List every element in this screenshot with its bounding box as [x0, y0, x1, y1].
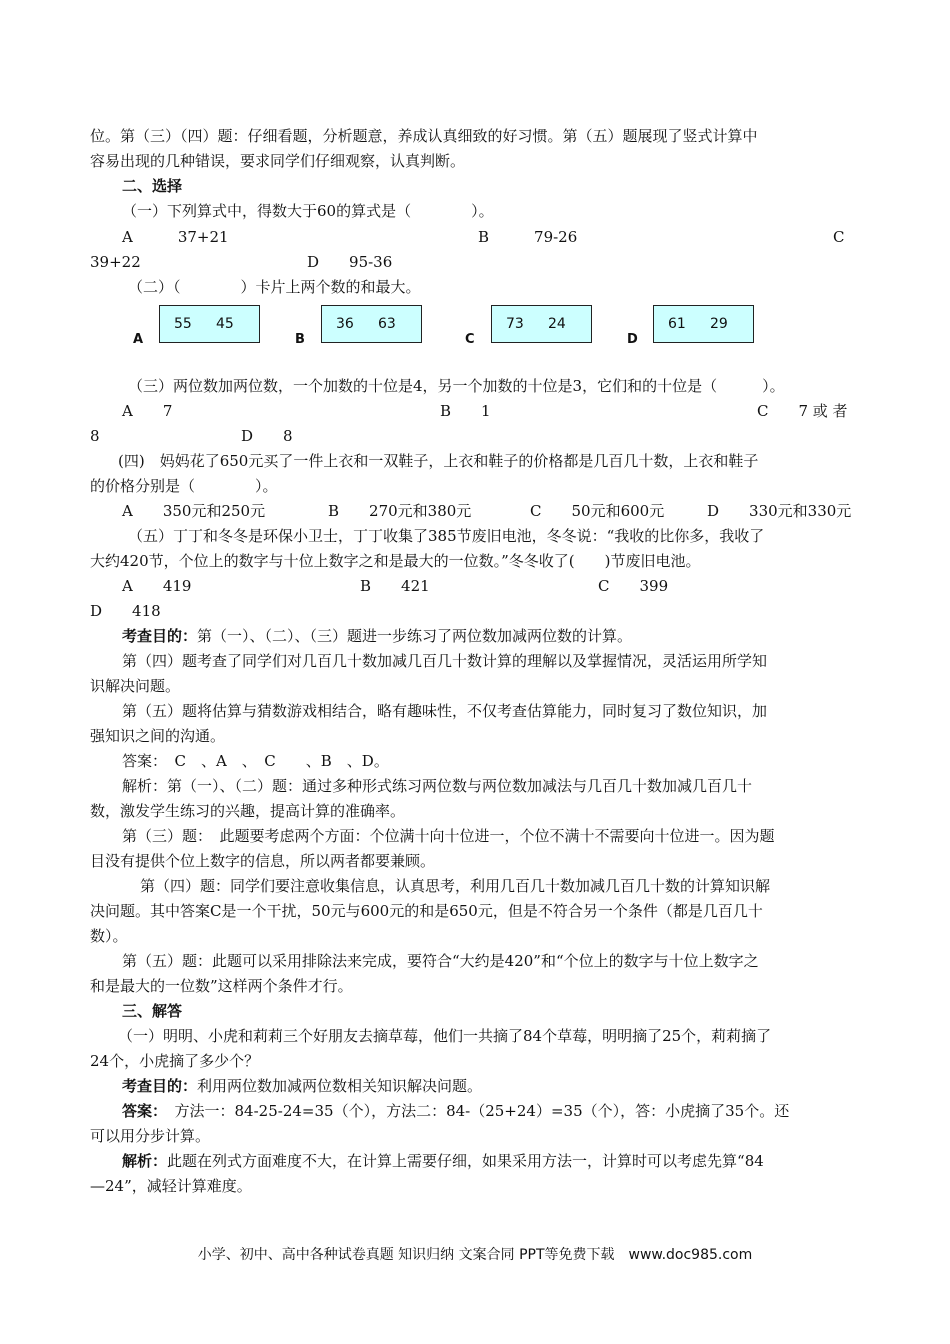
q1-option-c-value: 39+22: [90, 253, 141, 271]
analysis-line-3b: 决问题。其中答案C是一个干扰，50元与600元的和是650元，但是不符合另一个条件（都是几百几十: [90, 902, 763, 920]
q3-option-a: A 7: [122, 402, 173, 420]
card-a-number-2: 45: [216, 316, 234, 332]
q4-stem-2: 的价格分别是（ ）。: [90, 477, 278, 495]
intro-line-1: 位。第（三）（四）题：仔细看题，分析题意，养成认真细致的好习惯。第（五）题展现了竖式计算中: [90, 127, 758, 145]
card-a-label: A: [133, 332, 144, 347]
card-c: [491, 305, 592, 343]
q5-option-a: A 419: [122, 577, 192, 595]
card-b-label: B: [295, 332, 305, 347]
section3-heading: 三、解答: [122, 1002, 183, 1020]
s3-answer-text-a: 方法一：84-25-24=35（个），方法二：84-（25+24）=35（个），答：小虎摘了35个。还: [159, 1102, 790, 1120]
card-c-number-2: 24: [548, 316, 566, 332]
s3-q1-line-b: 24个，小虎摘了多少个？: [90, 1052, 260, 1070]
analysis-line-1a: 解析：第（一）、（二）题：通过多种形式练习两位数与两位数加减法与几百几十数加减几百几十: [122, 777, 753, 795]
purpose-line-3a: 第（五）题将估算与猜数游戏相结合，略有趣味性，不仅考查估算能力，同时复习了数位知识，加: [122, 702, 768, 720]
s3-analysis-text-a: 此题在列式方面难度不大，在计算上需要仔细，如果采用方法一，计算时可以考虑先算“84: [167, 1152, 764, 1170]
q5-option-b: B 421: [360, 577, 430, 595]
s3-purpose-text: 利用两位数加减两位数相关知识解决问题。: [197, 1077, 483, 1095]
q3-option-b: B 1: [440, 402, 491, 420]
analysis-line-2b: 目没有提供个位上数字的信息，所以两者都要兼顾。: [90, 852, 436, 870]
q4-option-a: A 350元和250元: [122, 502, 266, 520]
q4-stem-1: (四) 妈妈花了650元买了一件上衣和一双鞋子，上衣和鞋子的价格都是几百几十数，上衣和鞋子: [118, 452, 759, 470]
s3-analysis-label: 解析：: [122, 1152, 168, 1170]
purpose-line-2a: 第（四）题考查了同学们对几百几十数加减几百几十数计算的理解以及掌握情况，灵活运用所学知: [122, 652, 768, 670]
q1-option-b: B 79-26: [478, 228, 578, 246]
purpose-line-1: [122, 626, 632, 646]
q1-option-d: D 95-36: [307, 253, 393, 271]
q2-stem: （二）（ ）卡片上两个数的和最大。: [128, 278, 421, 296]
s3-q1-line-a: （一）明明、小虎和莉莉三个好朋友去摘草莓，他们一共摘了84个草莓，明明摘了25个，莉莉摘了: [118, 1027, 772, 1045]
s3-answer-label: 答案：: [122, 1102, 160, 1120]
q4-option-b: B 270元和380元: [328, 502, 472, 520]
s3-answer-line-a: [122, 1101, 789, 1121]
intro-line-2: 容易出现的几种错误，要求同学们仔细观察，认真判断。: [90, 152, 466, 170]
purpose-text-1: 第（一）、（二）、（三）题进一步练习了两位数加减两位数的计算。: [197, 627, 633, 645]
card-d-label: D: [627, 332, 638, 347]
analysis-line-2a: 第（三）题： 此题要考虑两个方面：个位满十向十位进一，个位不满十不需要向十位进一。因为题: [122, 827, 775, 845]
card-d-number-1: 61: [668, 316, 686, 332]
card-a-number-1: 55: [174, 316, 192, 332]
q3-stem: （三）两位数加两位数，一个加数的十位是4，另一个加数的十位是3，它们和的十位是（ ）。: [128, 377, 785, 395]
q5-option-c: C 399: [598, 577, 669, 595]
s3-answer-line-b: 可以用分步计算。: [90, 1127, 211, 1145]
card-c-label: C: [465, 332, 475, 347]
q3-option-c-cont: 8: [90, 427, 100, 445]
q5-stem-2: 大约420节，个位上的数字与十位上数字之和是最大的一位数。”冬冬收了( )节废旧电池。: [90, 552, 701, 570]
s3-purpose-line: [122, 1076, 482, 1096]
q1-stem: （一）下列算式中，得数大于60的算式是（ ）。: [122, 202, 494, 220]
card-b-number-2: 63: [378, 316, 396, 332]
s3-analysis-line-a: [122, 1151, 764, 1171]
analysis-line-4a: 第（五）题：此题可以采用排除法来完成，要符合“大约是420”和“个位上的数字与十位上数字之: [122, 952, 759, 970]
s3-purpose-label: 考查目的：: [122, 1077, 198, 1095]
analysis-line-4b: 和是最大的一位数”这样两个条件才行。: [90, 977, 353, 995]
card-b-number-1: 36: [336, 316, 354, 332]
card-b: [321, 305, 422, 343]
q5-option-d: D 418: [90, 602, 161, 620]
q1-option-c-label: C: [833, 228, 845, 246]
q5-stem-1: （五）丁丁和冬冬是环保小卫士，丁丁收集了385节废旧电池，冬冬说：“我收的比你多，我收了: [128, 527, 765, 545]
page-footer: 小学、初中、高中各种试卷真题 知识归纳 文案合同 PPT等免费下载 www.doc985.com: [197, 1247, 753, 1263]
analysis-line-3c: 数）。: [90, 927, 128, 945]
card-d: [653, 305, 754, 343]
q3-option-c: C 7 或 者: [757, 402, 848, 420]
s3-analysis-line-b: —24”，减轻计算难度。: [90, 1177, 252, 1195]
q1-option-a: A 37+21: [122, 228, 229, 246]
purpose-line-2b: 识解决问题。: [90, 677, 181, 695]
card-c-number-1: 73: [506, 316, 524, 332]
card-d-number-2: 29: [710, 316, 728, 332]
q4-option-d: D 330元和330元: [707, 502, 852, 520]
analysis-line-1b: 数，激发学生练习的兴趣，提高计算的准确率。: [90, 802, 406, 820]
card-a: [159, 305, 260, 343]
purpose-line-3b: 强知识之间的沟通。: [90, 727, 226, 745]
section2-heading: 二、选择: [122, 177, 183, 195]
answer-line: 答案： C 、A 、 C 、B 、D。: [122, 752, 389, 770]
q4-option-c: C 50元和600元: [530, 502, 665, 520]
q3-option-d: D 8: [241, 427, 293, 445]
analysis-line-3a: 第（四）题：同学们要注意收集信息，认真思考，利用几百几十数加减几百几十数的计算知识解: [140, 877, 771, 895]
purpose-label: 考查目的：: [122, 627, 198, 645]
